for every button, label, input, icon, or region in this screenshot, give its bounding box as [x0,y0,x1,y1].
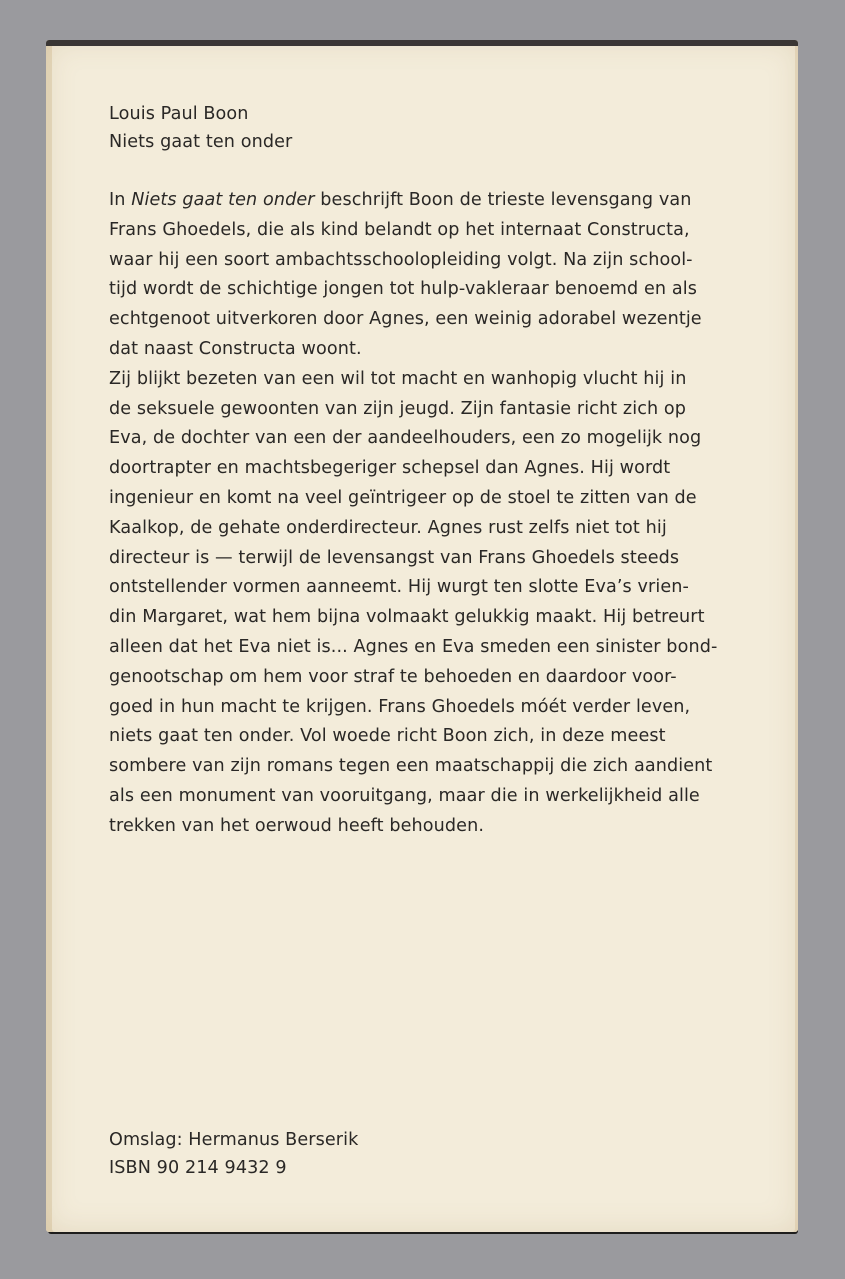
blurb-line: alleen dat het Eva niet is... Agnes en Eva smeden een sinister bond- [109,636,718,657]
blurb-line: doortrapter en machtsbegeriger schepsel dan Agnes. Hij wordt [109,458,671,479]
blurb-line: din Margaret, wat hem bijna volmaakt gelukkig maakt. Hij betreurt [109,607,705,628]
blurb-line: echtgenoot uitverkoren door Agnes, een weinig adorabel wezentje [109,309,702,330]
book-title: Niets gaat ten onder [109,132,293,152]
blurb-line: dat naast Constructa woont. [109,338,362,359]
blurb-line: Zij blijkt bezeten van een wil tot macht en wanhopig vlucht hij in [109,368,687,389]
author-name: Louis Paul Boon [109,104,249,124]
blurb-line: Eva, de dochter van een der aandeelhouders, een zo mogelijk nog [109,428,702,449]
blurb-line: sombere van zijn romans tegen een maatschappij die zich aandient [109,756,713,777]
blurb-line: tijd wordt de schichtige jongen tot hulp-vakleraar benoemd en als [109,279,698,300]
cover-top-edge [46,40,798,46]
cover-credit: Omslag: Hermanus Berserik [109,1130,359,1150]
isbn-number: ISBN 90 214 9432 9 [109,1158,287,1178]
blurb-line: de seksuele gewoonten van zijn jeugd. Zijn fantasie richt zich op [109,398,687,419]
cover-footer [109,1126,749,1182]
blurb-line: trekken van het oerwoud heeft behouden. [109,815,485,836]
blurb-line: ontstellender vormen aanneemt. Hij wurgt ten slotte Eva’s vrien- [109,577,689,598]
blurb-line: ingenieur en komt na veel geïntrigeer op de stoel te zitten van de [109,487,697,508]
blurb-line: Kaalkop, de gehate onderdirecteur. Agnes rust zelfs niet tot hij [109,517,667,538]
blurb-line [109,186,749,216]
blurb-line: als een monument van vooruitgang, maar die in werkelijkheid alle [109,785,700,806]
blurb-prefix: In [109,190,132,210]
blurb-text [109,186,749,842]
blurb-italic-title: Niets gaat ten onder [131,190,315,210]
blurb-line: directeur is — terwijl de levensangst van Frans Ghoedels steeds [109,547,680,568]
blurb-suffix: beschrijft Boon de trieste levensgang van [314,190,692,210]
blurb-line: goed in hun macht te krijgen. Frans Ghoedels móét verder leven, [109,696,691,717]
blurb-line: niets gaat ten onder. Vol woede richt Boon zich, in deze meest [109,726,666,747]
blurb-line: Frans Ghoedels, die als kind belandt op het internaat Constructa, [109,219,690,240]
blurb-line: genootschap om hem voor straf te behoeden en daardoor voor- [109,666,677,687]
blurb-line: waar hij een soort ambachtsschoolopleiding volgt. Na zijn school- [109,249,693,270]
